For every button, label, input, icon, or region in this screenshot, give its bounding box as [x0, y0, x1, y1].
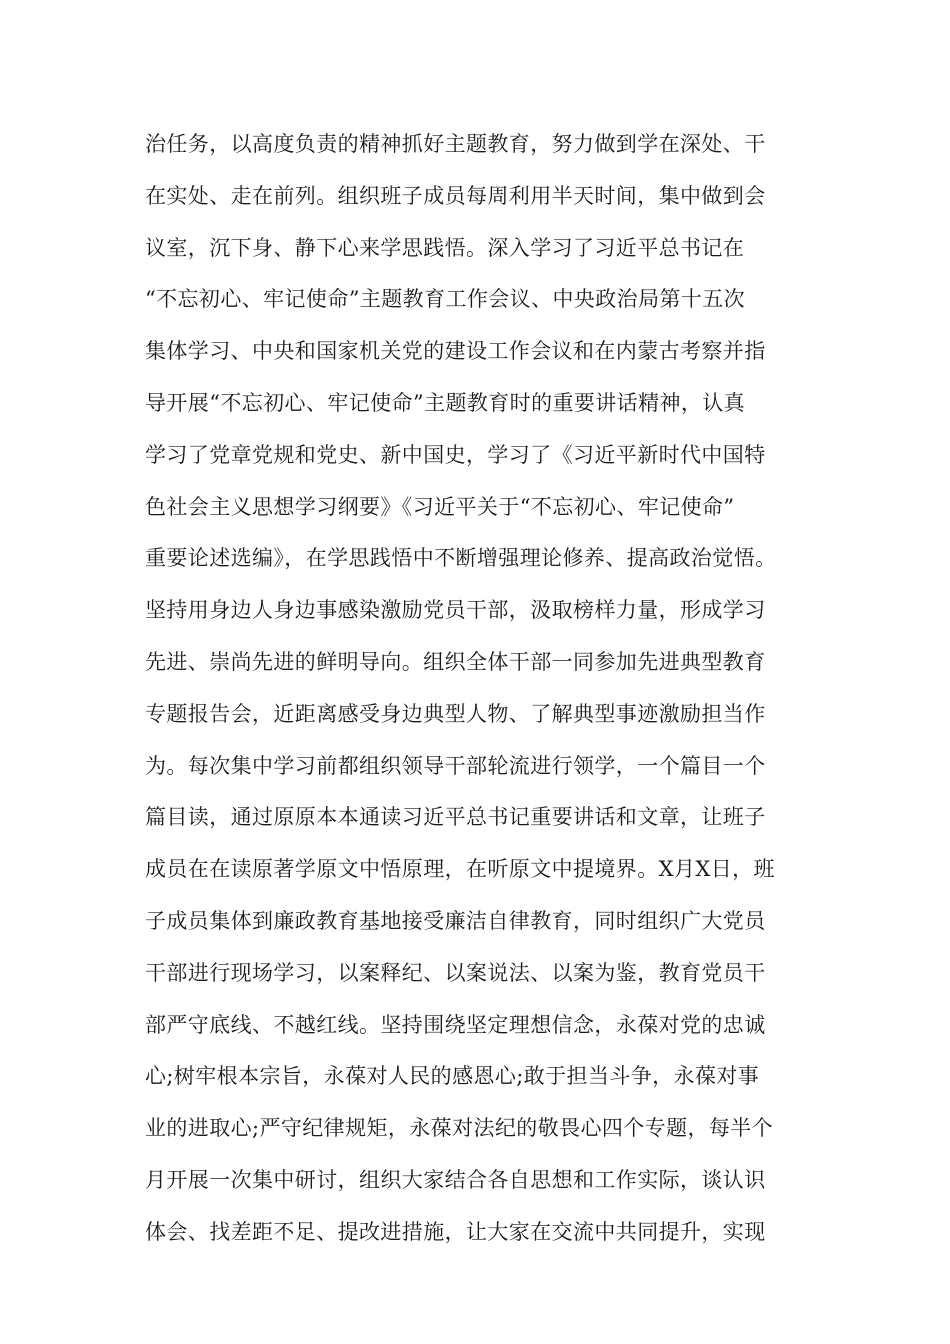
text-line: 部严守底线、不越红线。坚持围绕坚定理想信念，永葆对党的忠诚: [145, 1012, 766, 1037]
text-line: 干部进行现场学习，以案释纪、以案说法、以案为鉴，教育党员干: [145, 960, 766, 985]
text-line: 成员在在读原著学原文中悟原理，在听原文中提境界。X月X日，班: [145, 857, 775, 882]
text-line: 治任务，以高度负责的精神抓好主题教育，努力做到学在深处、干: [145, 132, 766, 156]
text-line: 色社会主义思想学习纲要》《习近平关于“不忘初心、牢记使命”: [145, 494, 735, 519]
text-line: 体会、找差距不足、提改进措施，让大家在交流中共同提升，实现: [145, 1219, 766, 1244]
body-text: [145, 119, 825, 1259]
text-line: 业的进取心;严守纪律规矩，永葆对法纪的敬畏心四个专题，每半个: [145, 1116, 774, 1141]
text-line: 篇目读，通过原原本本通读习近平总书记重要讲话和文章，让班子: [145, 805, 766, 830]
text-line: 月开展一次集中研讨，组织大家结合各自思想和工作实际，谈认识: [145, 1167, 766, 1192]
text-line: 集体学习、中央和国家机关党的建设工作会议和在内蒙古考察并指: [145, 339, 766, 364]
text-line: 心;树牢根本宗旨，永葆对人民的感恩心;敢于担当斗争，永葆对事: [145, 1064, 760, 1089]
text-line: “不忘初心、牢记使命”主题教育工作会议、中央政治局第十五次: [145, 287, 746, 312]
text-line: 子成员集体到廉政教育基地接受廉洁自律教育，同时组织广大党员: [145, 908, 766, 933]
text-line: 在实处、走在前列。组织班子成员每周利用半天时间，集中做到会: [145, 183, 766, 208]
text-line: 导开展“不忘初心、牢记使命”主题教育时的重要讲话精神，认真: [145, 390, 746, 415]
text-line: 议室，沉下身、静下心来学思践悟。深入学习了习近平总书记在: [145, 235, 745, 260]
text-line: 重要论述选编》，在学思践悟中不断增强理论修养、提高政治觉悟。: [145, 546, 777, 571]
text-line: 学习了党章党规和党史、新中国史，学习了《习近平新时代中国特: [145, 442, 766, 467]
text-line: 坚持用身边人身边事感染激励党员干部，汲取榜样力量，形成学习: [145, 598, 766, 623]
text-line: 专题报告会，近距离感受身边典型人物、了解典型事迹激励担当作: [145, 701, 766, 726]
text-line: 先进、崇尚先进的鲜明导向。组织全体干部一同参加先进典型教育: [145, 649, 766, 674]
text-line: 为。每次集中学习前都组织领导干部轮流进行领学，一个篇目一个: [145, 753, 766, 778]
